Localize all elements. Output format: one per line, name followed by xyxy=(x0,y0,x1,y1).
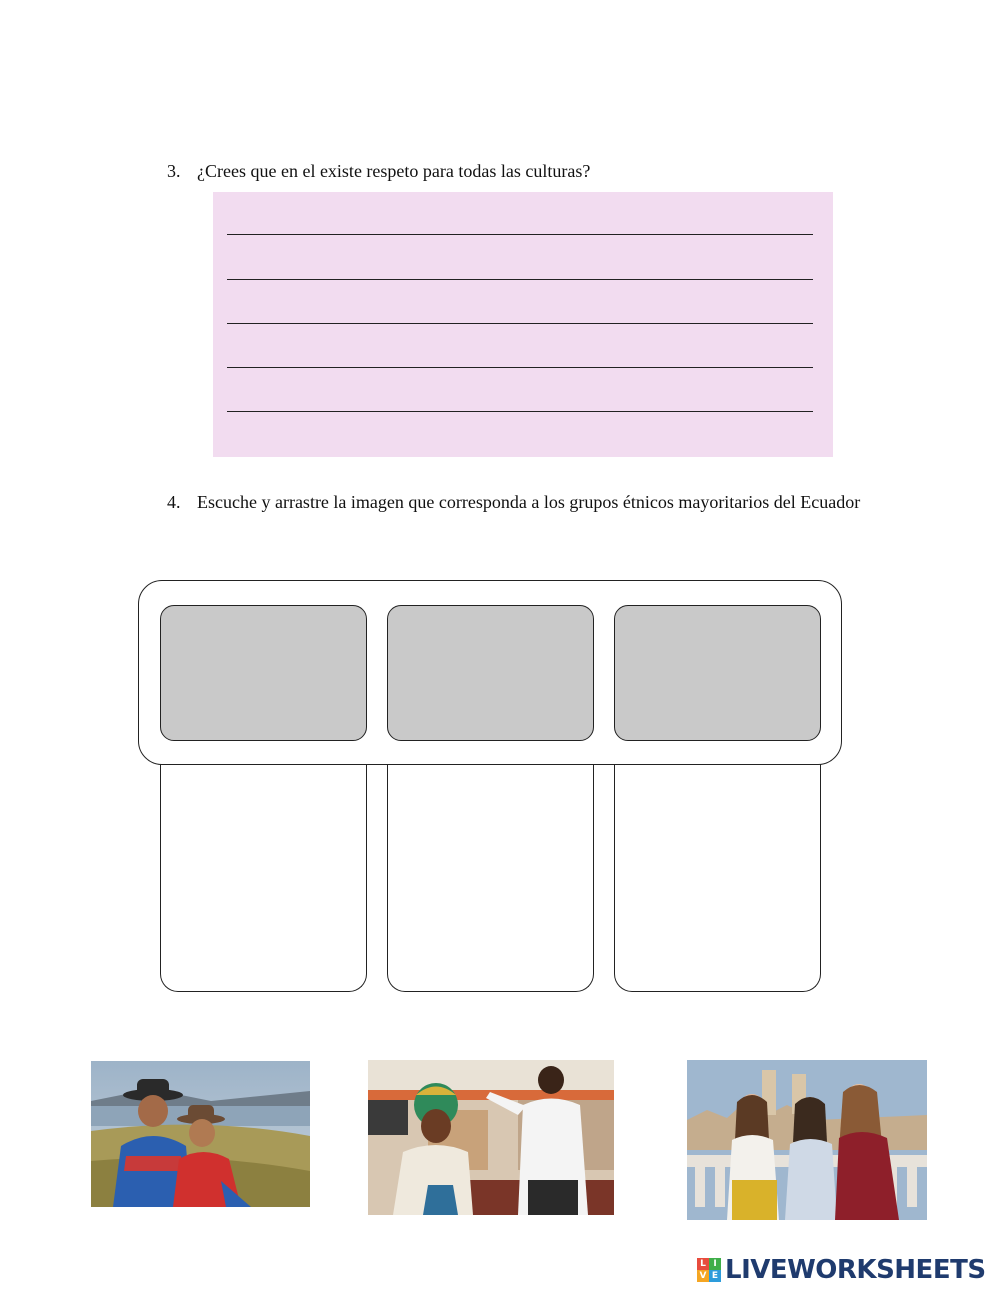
logo-letter: V xyxy=(697,1270,709,1282)
drop-slot-2[interactable] xyxy=(387,605,594,741)
answer-line[interactable] xyxy=(227,234,813,235)
afro-ecuadorian-dancers-photo[interactable] xyxy=(368,1060,614,1215)
liveworksheets-logo-icon xyxy=(697,1258,721,1282)
drop-slot-3[interactable] xyxy=(614,605,821,741)
answer-text-area[interactable] xyxy=(213,192,833,457)
question-3-number: 3. xyxy=(167,161,181,181)
answer-column-2 xyxy=(387,764,594,992)
answer-line[interactable] xyxy=(227,411,813,412)
question-4-number: 4. xyxy=(167,492,181,512)
drop-slot-1[interactable] xyxy=(160,605,367,741)
answer-line[interactable] xyxy=(227,323,813,324)
answer-column-3 xyxy=(614,764,821,992)
mestizo-women-photo[interactable] xyxy=(687,1060,927,1220)
question-4-text: Escuche y arrastre la imagen que corresponda a los grupos étnicos mayoritarios del Ecuador xyxy=(197,492,861,512)
logo-letter: E xyxy=(709,1270,721,1282)
question-3-text: ¿Crees que en el existe respeto para todas las culturas? xyxy=(197,161,591,181)
liveworksheets-brand[interactable] xyxy=(697,1252,986,1288)
brand-name: LIVEWORKSHEETS xyxy=(725,1255,986,1285)
logo-letter: I xyxy=(709,1258,721,1270)
logo-letter: L xyxy=(697,1258,709,1270)
answer-column-1 xyxy=(160,764,367,992)
answer-line[interactable] xyxy=(227,279,813,280)
answer-line[interactable] xyxy=(227,367,813,368)
indigenous-children-photo[interactable] xyxy=(91,1061,310,1207)
